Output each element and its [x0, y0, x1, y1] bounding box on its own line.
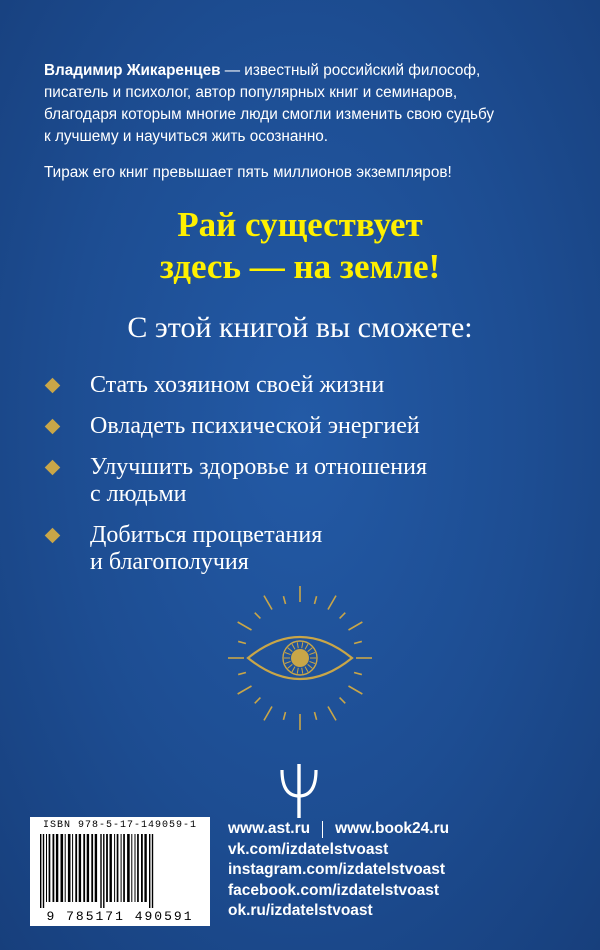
barcode-digits: 9 785171 490591: [46, 909, 194, 924]
link-divider: [322, 821, 323, 838]
bio-paragraph: [44, 60, 564, 148]
bio-line: к лучшему и научиться жить осознанно.: [44, 128, 329, 145]
bio-line: благодаря которым многие люди смогли изменить свою судьбу: [44, 106, 495, 123]
benefits-list: [44, 372, 564, 576]
benefit-text: с людьми: [90, 481, 187, 507]
benefit-item: [44, 413, 564, 440]
benefit-text: Овладеть психической энергией: [90, 413, 420, 439]
facebook-link[interactable]: facebook.com/izdatelstvoast: [228, 881, 440, 899]
website-link-ast[interactable]: www.ast.ru: [228, 820, 311, 837]
website-link-book24[interactable]: www.book24.ru: [335, 820, 450, 837]
benefit-text: Улучшить здоровье и отношения: [90, 454, 427, 480]
benefit-text: и благополучия: [90, 549, 249, 575]
vk-link[interactable]: vk.com/izdatelstvoast: [228, 840, 389, 858]
isbn-text: ISBN 978-5-17-149059-1: [42, 820, 198, 831]
tagline-line: здесь — на земле!: [159, 247, 441, 286]
benefit-text: Стать хозяином своей жизни: [90, 372, 385, 398]
website-links: [228, 819, 568, 840]
diamond-bullet-icon: [45, 419, 61, 435]
instagram-link[interactable]: instagram.com/izdatelstvoast: [228, 861, 446, 878]
benefit-item: [44, 522, 564, 576]
benefit-item: [44, 454, 564, 508]
benefit-text: Добиться процветания: [90, 522, 323, 548]
diamond-bullet-icon: [45, 528, 61, 544]
benefits-intro: С этой книгой вы сможете:: [127, 311, 473, 344]
tagline: [0, 204, 600, 288]
barcode-label: [30, 817, 210, 926]
bio-line: — известный российский философ,: [220, 62, 481, 79]
ok-link[interactable]: ok.ru/izdatelstvoast: [228, 902, 373, 919]
benefit-item: [44, 372, 564, 399]
psi-logo-icon: [277, 760, 321, 820]
publisher-links: [228, 819, 568, 922]
author-bio: [44, 60, 564, 184]
tagline-line: Рай существует: [177, 205, 423, 244]
barcode: [38, 834, 204, 908]
circulation-text: Тираж его книг превышает пять миллионов экземпляров!: [44, 164, 452, 181]
author-name: Владимир Жикаренцев: [44, 62, 221, 79]
bio-line: писатель и психолог, автор популярных книг и семинаров,: [44, 84, 458, 101]
radiant-eye-icon: [210, 583, 390, 733]
diamond-bullet-icon: [45, 460, 61, 476]
diamond-bullet-icon: [45, 378, 61, 394]
